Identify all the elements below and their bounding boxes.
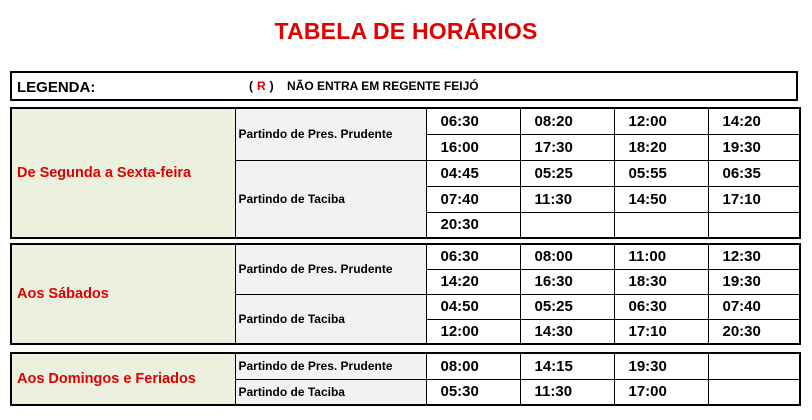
- time-cell: 14:15: [520, 353, 614, 379]
- time-cell: 07:40: [426, 186, 520, 212]
- time-cell: 16:00: [426, 134, 520, 160]
- time-cell: 06:30: [426, 108, 520, 134]
- schedule-sundays-holidays: [10, 352, 801, 406]
- time-cell: [614, 212, 708, 238]
- time-cell: 05:25: [520, 160, 614, 186]
- time-cell: 16:30: [520, 269, 614, 294]
- time-cell: 06:30: [426, 244, 520, 269]
- time-cell: 18:20: [614, 134, 708, 160]
- time-cell: [708, 212, 800, 238]
- time-cell: [708, 353, 800, 379]
- legend-box: [10, 71, 798, 101]
- time-cell: 08:00: [426, 353, 520, 379]
- time-cell: 19:30: [614, 353, 708, 379]
- time-cell: 04:45: [426, 160, 520, 186]
- origin-label: Partindo de Pres. Prudente: [235, 353, 426, 379]
- legend-label: LEGENDA:: [17, 79, 96, 96]
- legend-code-letter: R: [257, 79, 266, 93]
- time-cell: 14:30: [520, 319, 614, 344]
- time-cell: 06:30: [614, 294, 708, 319]
- time-cell: 12:00: [614, 108, 708, 134]
- time-cell: 17:10: [614, 319, 708, 344]
- time-cell: 17:10: [708, 186, 800, 212]
- legend-code-open: (: [249, 79, 253, 93]
- time-cell: 12:00: [426, 319, 520, 344]
- period-label: Aos Sábados: [11, 244, 235, 344]
- legend-code-close: ): [269, 79, 274, 93]
- time-cell: 14:20: [708, 108, 800, 134]
- time-cell: 17:00: [614, 379, 708, 405]
- time-cell: 19:30: [708, 269, 800, 294]
- time-cell: 08:00: [520, 244, 614, 269]
- time-cell: 05:30: [426, 379, 520, 405]
- time-cell: 20:30: [426, 212, 520, 238]
- time-cell: 11:30: [520, 186, 614, 212]
- schedule-weekdays: [10, 107, 801, 239]
- time-cell: 20:30: [708, 319, 800, 344]
- time-cell: 08:20: [520, 108, 614, 134]
- time-cell: 14:50: [614, 186, 708, 212]
- time-cell: 04:50: [426, 294, 520, 319]
- schedule-saturdays: [10, 243, 801, 345]
- time-cell: 11:00: [614, 244, 708, 269]
- origin-label: Partindo de Pres. Prudente: [235, 244, 426, 294]
- time-cell: [520, 212, 614, 238]
- legend-description: NÃO ENTRA EM REGENTE FEIJÓ: [287, 79, 479, 93]
- origin-label: Partindo de Taciba: [235, 294, 426, 344]
- time-cell: 19:30: [708, 134, 800, 160]
- time-cell: 14:20: [426, 269, 520, 294]
- time-cell: 18:30: [614, 269, 708, 294]
- time-cell: 06:35: [708, 160, 800, 186]
- time-cell: 12:30: [708, 244, 800, 269]
- origin-label: Partindo de Taciba: [235, 160, 426, 238]
- legend-code: [249, 79, 274, 93]
- period-label: Aos Domingos e Feriados: [11, 353, 235, 405]
- origin-label: Partindo de Pres. Prudente: [235, 108, 426, 160]
- origin-label: Partindo de Taciba: [235, 379, 426, 405]
- period-label: De Segunda a Sexta-feira: [11, 108, 235, 238]
- time-cell: 07:40: [708, 294, 800, 319]
- time-cell: 11:30: [520, 379, 614, 405]
- time-cell: 17:30: [520, 134, 614, 160]
- time-cell: 05:25: [520, 294, 614, 319]
- time-cell: 05:55: [614, 160, 708, 186]
- time-cell: [708, 379, 800, 405]
- page-title: TABELA DE HORÁRIOS: [274, 18, 538, 44]
